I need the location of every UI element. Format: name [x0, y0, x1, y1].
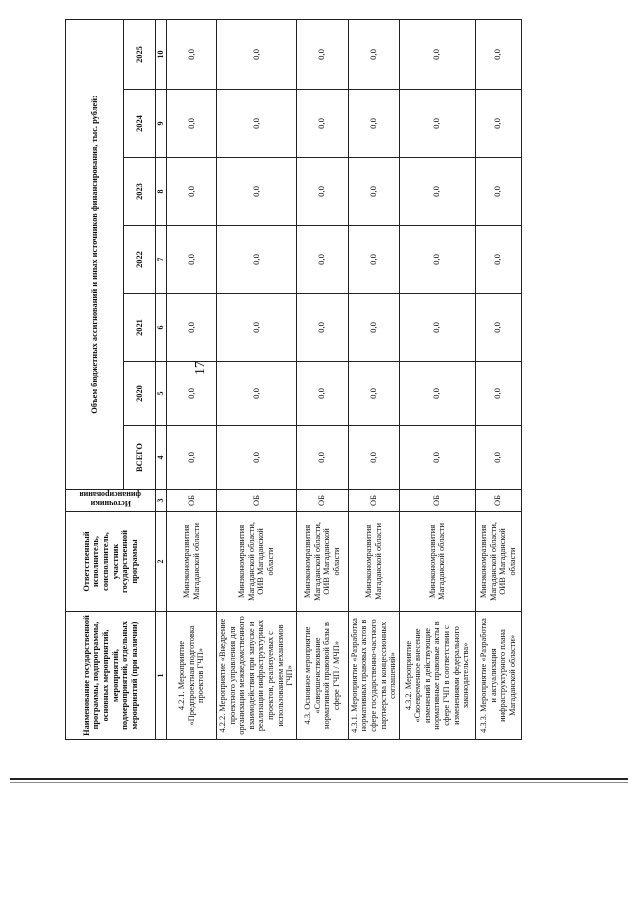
row-value-cell: 0,0: [399, 90, 475, 158]
header-funding-title: Объем бюджетных ассигнований и иных источников финансирования, тыс. рублей:: [66, 19, 124, 489]
table-row: [296, 19, 348, 739]
row-value-cell: 0,0: [348, 226, 399, 294]
header-year: 2022: [124, 226, 156, 294]
row-name-cell: 4.3.1. Мероприятие «Разработка нормативных правовых актов в сфере государственно-частного партнерства и концессионных соглашений»: [348, 612, 399, 740]
col-number: 4: [156, 426, 167, 490]
row-value-cell: 0,0: [399, 426, 475, 490]
header-responsible: Ответственный исполнитель, соисполнитель, участник государственной программы: [66, 512, 156, 612]
row-value-cell: 0,0: [399, 226, 475, 294]
row-value-cell: 0,0: [217, 294, 297, 362]
row-value-cell: 0,0: [167, 294, 217, 362]
row-responsible-cell: Минэкономразвития Магаданской области: [348, 512, 399, 612]
table-row: [348, 19, 399, 739]
row-value-cell: 0,0: [475, 90, 521, 158]
header-year: 2023: [124, 158, 156, 226]
header-year: 2021: [124, 294, 156, 362]
row-responsible-cell: Минэкономразвития Магаданской области: [399, 512, 475, 612]
row-responsible-cell: Минэкономразвития Магаданской области, ОИВ Магаданской области: [217, 512, 297, 612]
col-number: 10: [156, 19, 167, 89]
row-value-cell: 0,0: [348, 158, 399, 226]
row-name-cell: 4.3. Основное мероприятие «Совершенствование нормативной правовой базы в сфере ГЧП / МЧП»: [296, 612, 348, 740]
row-value-cell: 0,0: [475, 226, 521, 294]
header-year: 2025: [124, 19, 156, 89]
row-responsible-cell: Минэкономразвития Магаданской области: [167, 512, 217, 612]
row-value-cell: 0,0: [399, 19, 475, 89]
row-name-cell: 4.2.1. Мероприятие «Предпроектная подготовка проектов ГЧП»: [167, 612, 217, 740]
row-name-cell: 4.2.2. Мероприятие «Внедрение проектного управления для организации межведомственного взаимодействия при запуске и реализации инфраструктурных проектов, реализуемых с использованием механизмов ГЧП»: [217, 612, 297, 740]
row-value-cell: 0,0: [217, 158, 297, 226]
col-number: 9: [156, 90, 167, 158]
row-value-cell: 0,0: [217, 226, 297, 294]
col-number: 1: [156, 612, 167, 740]
bottom-rule: [10, 778, 628, 780]
row-value-cell: 0,0: [296, 90, 348, 158]
row-source-cell: ОБ: [167, 490, 217, 512]
row-responsible-cell: Минэкономразвития Магаданской области, ОИВ Магаданской области: [475, 512, 521, 612]
col-number: 2: [156, 512, 167, 612]
col-number: 3: [156, 490, 167, 512]
row-source-cell: ОБ: [475, 490, 521, 512]
header-total: ВСЕГО: [124, 426, 156, 490]
page-number: 17: [193, 361, 208, 375]
row-value-cell: 0,0: [475, 294, 521, 362]
col-number: 6: [156, 294, 167, 362]
row-value-cell: 0,0: [217, 426, 297, 490]
row-value-cell: 0,0: [296, 226, 348, 294]
row-source-cell: ОБ: [399, 490, 475, 512]
row-value-cell: 0,0: [475, 158, 521, 226]
header-name: Наименование государственной программы, подпрограммы, основных мероприятий, мероприятий, подмероприятий, отдельных мероприятий (при наличии): [66, 612, 156, 740]
header-source-text: Источники финансирования: [79, 490, 142, 508]
row-value-cell: 0,0: [296, 362, 348, 426]
row-value-cell: 0,0: [217, 19, 297, 89]
row-value-cell: 0,0: [399, 294, 475, 362]
row-value-cell: 0,0: [167, 158, 217, 226]
row-name-cell: 4.3.2. Мероприятие «Своевременное внесение изменений в действующие нормативные правовые акты в сфере ГЧП в соответствии с изменениями федерального законодательства»: [399, 612, 475, 740]
row-value-cell: 0,0: [296, 426, 348, 490]
row-responsible-cell: Минэкономразвития Магаданской области, ОИВ Магаданской области: [296, 512, 348, 612]
row-value-cell: 0,0: [475, 362, 521, 426]
table-row: [475, 19, 521, 739]
row-value-cell: 0,0: [296, 19, 348, 89]
row-source-cell: ОБ: [296, 490, 348, 512]
row-value-cell: 0,0: [167, 426, 217, 490]
table-row: [217, 19, 297, 739]
row-value-cell: 0,0: [348, 426, 399, 490]
row-value-cell: 0,0: [399, 362, 475, 426]
row-value-cell: 0,0: [217, 90, 297, 158]
header-source: [66, 490, 156, 512]
row-value-cell: 0,0: [167, 226, 217, 294]
row-value-cell: 0,0: [296, 158, 348, 226]
table-row: [399, 19, 475, 739]
row-value-cell: 0,0: [475, 426, 521, 490]
row-value-cell: 0,0: [348, 90, 399, 158]
col-number: 8: [156, 158, 167, 226]
row-source-cell: ОБ: [217, 490, 297, 512]
row-value-cell: 0,0: [167, 90, 217, 158]
row-source-cell: ОБ: [348, 490, 399, 512]
row-value-cell: 0,0: [296, 294, 348, 362]
table-row: [167, 19, 217, 739]
row-value-cell: 0,0: [348, 294, 399, 362]
row-value-cell: 0,0: [167, 19, 217, 89]
row-value-cell: 0,0: [348, 362, 399, 426]
col-number: 7: [156, 226, 167, 294]
row-value-cell: 0,0: [475, 19, 521, 89]
header-year: 2024: [124, 90, 156, 158]
budget-table-rotated: [65, 20, 517, 740]
row-value-cell: 0,0: [217, 362, 297, 426]
column-numbers-row: [156, 19, 167, 739]
budget-table: [65, 19, 522, 740]
col-number: 5: [156, 362, 167, 426]
row-value-cell: 0,0: [348, 19, 399, 89]
row-value-cell: 0,0: [399, 158, 475, 226]
row-name-cell: 4.3.3. Мероприятие «Разработка и актуализация инфраструктурного плана Магаданской области»: [475, 612, 521, 740]
header-year: 2020: [124, 362, 156, 426]
row-value-cell: 0,0: [167, 362, 217, 426]
bottom-rule-thin: [10, 782, 628, 783]
